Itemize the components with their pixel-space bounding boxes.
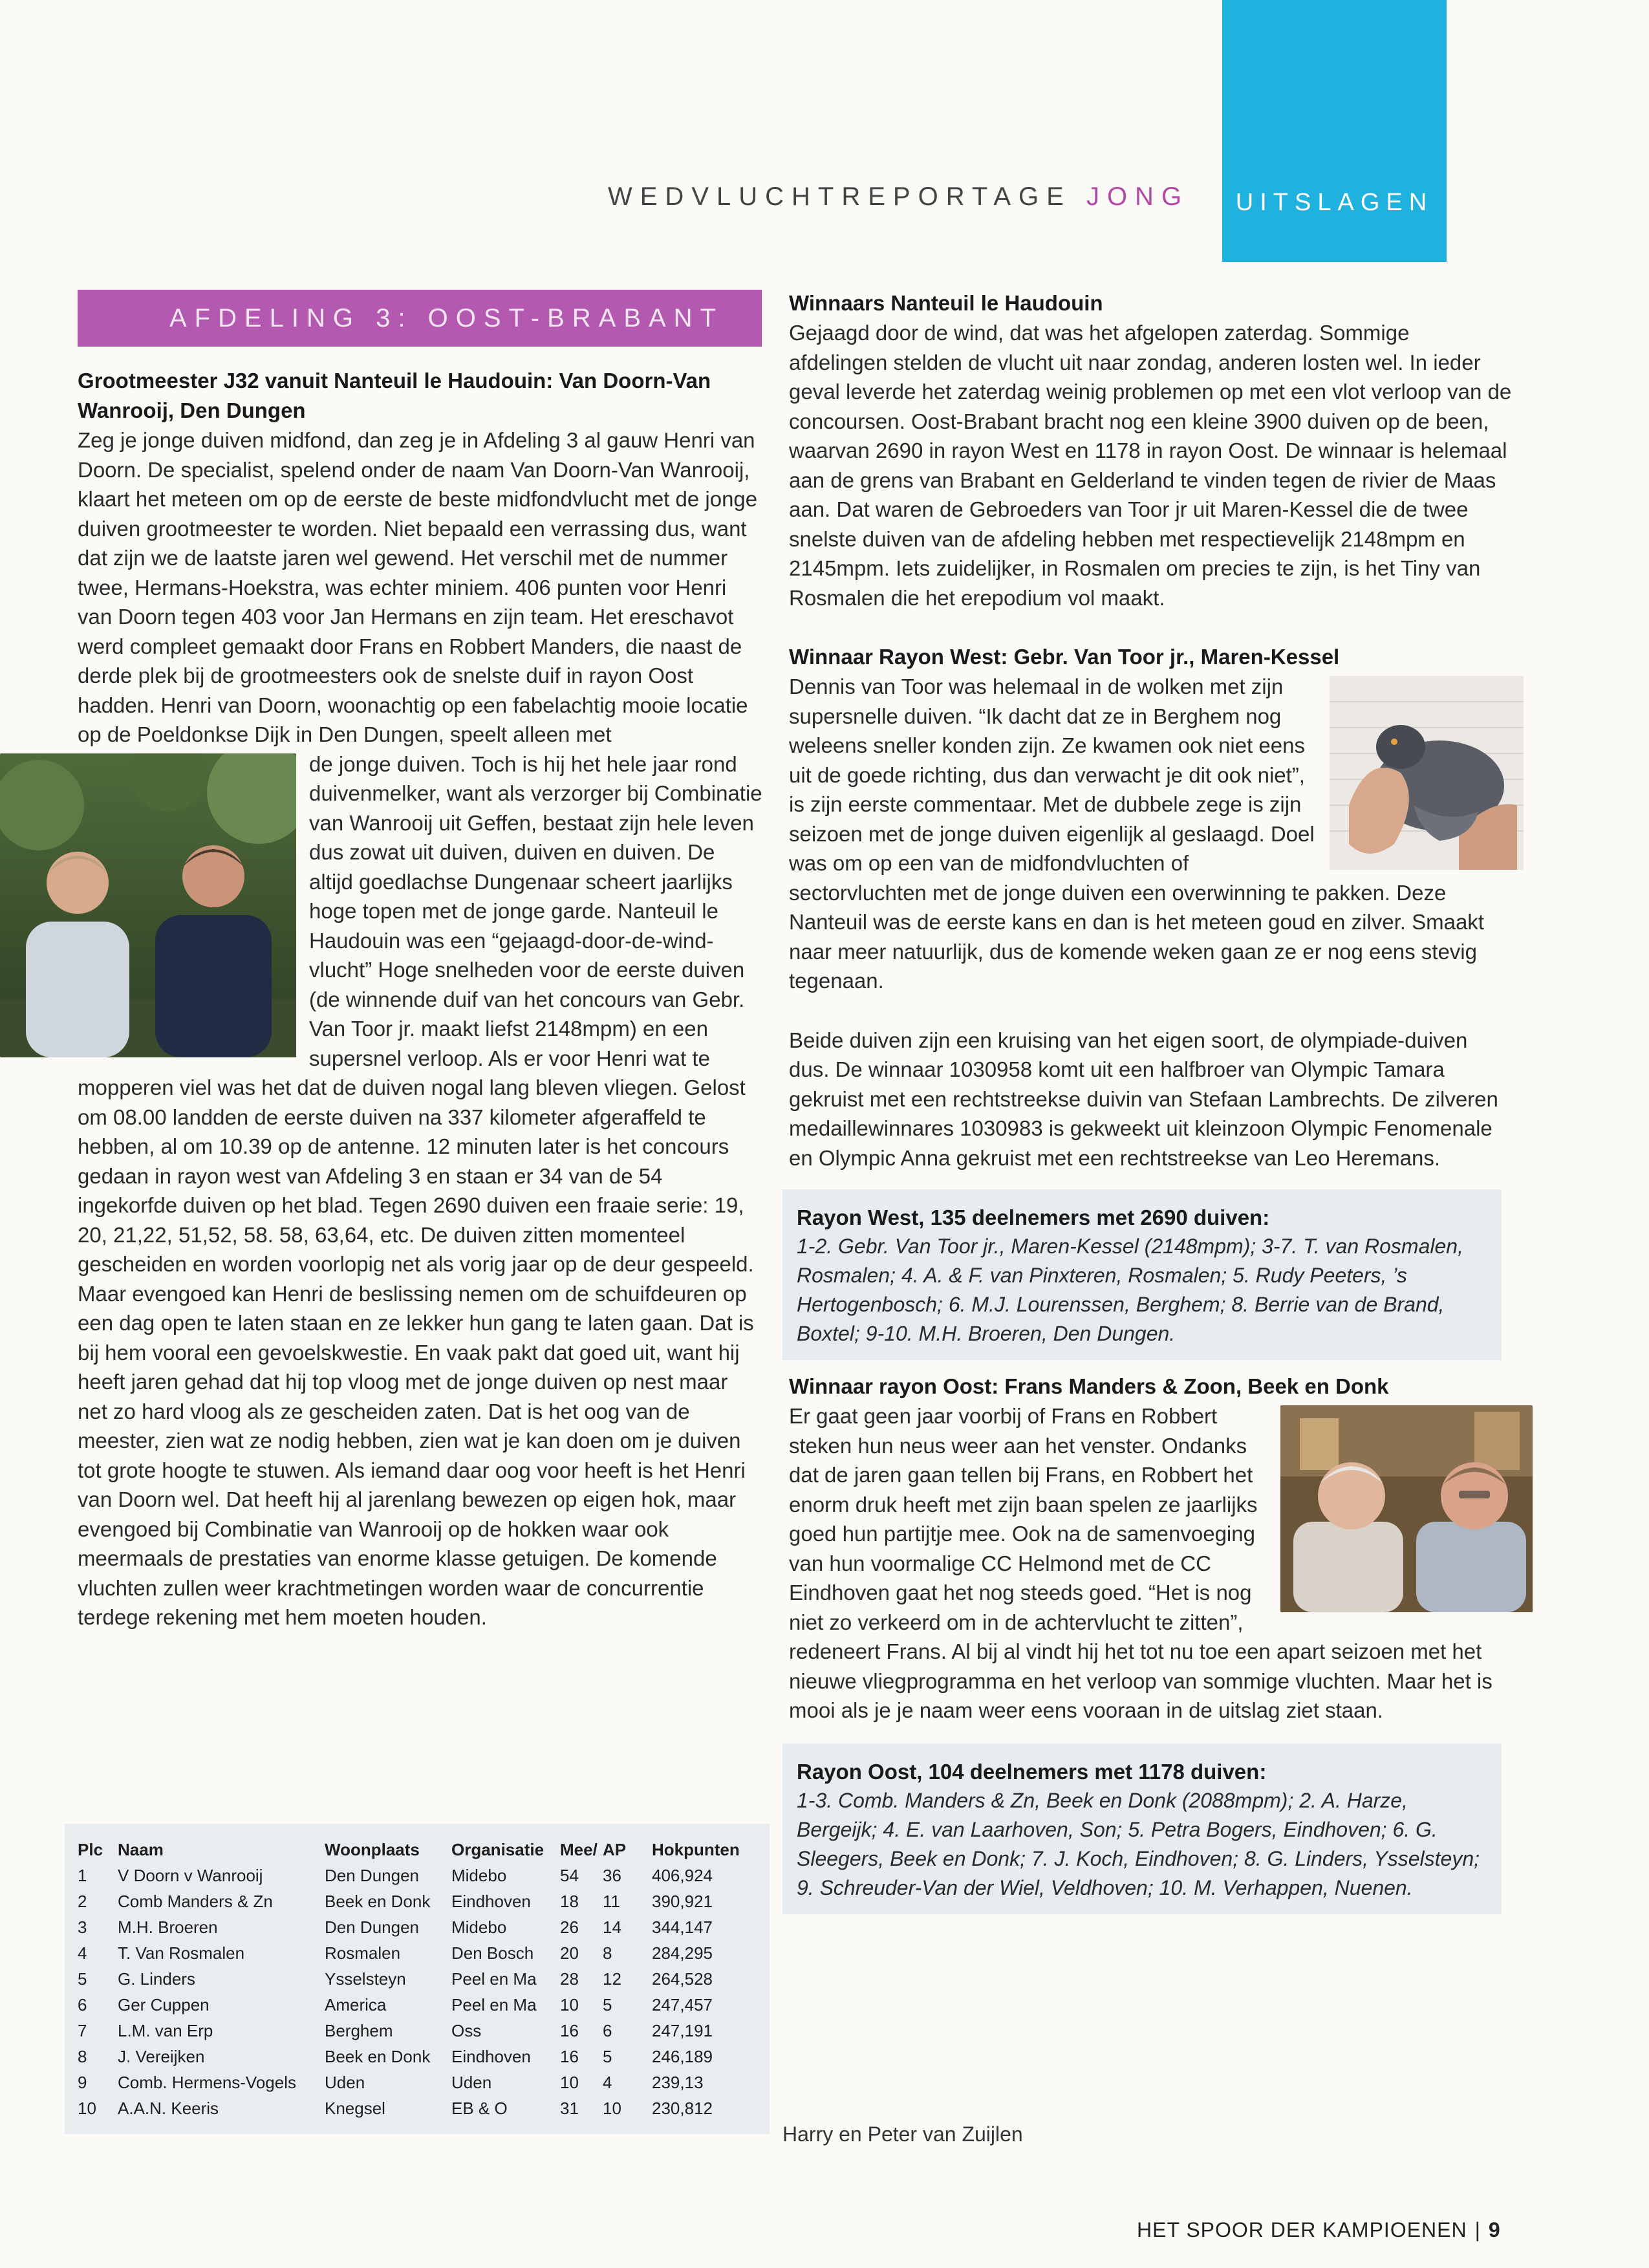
rayon-west-results: 1-2. Gebr. Van Toor jr., Maren-Kessel (2148mpm); 3-7. T. van Rosmalen, Rosmalen; 4. A. & F. van Pinxteren, Rosmalen; 5. Rudy Peeters, ’s Hertogenbosch; 6. M.J. Lourenssen, Berghem; 8. Berrie van de Brand, Boxtel; 9-10. M.H. Broeren, Den Dungen.	[797, 1235, 1463, 1345]
article-heading: Grootmeester J32 vanuit Nanteuil le Haudouin: Van Doorn-Van Wanrooij, Den Dungen	[78, 369, 711, 422]
cell-plc: 9	[78, 2072, 87, 2092]
cell-naam: T. Van Rosmalen	[118, 1943, 245, 1963]
section-header	[608, 182, 1190, 211]
cell-hokpunten: 246,189	[652, 2046, 713, 2066]
west-body: Dennis van Toor was helemaal in de wolken met zijn supersnelle duiven. “Ik dacht dat ze in Berghem nog weleens sneller konden zijn. Ze kwamen ook niet eens uit de goede richting, dus dan verwacht je dit ook niet”, is zijn eerste commentaar. Met de dubbele zege is zijn seizoen met de jonge duiven eigenlijk al geslaagd. Doel was om op een van de midfondvluchten of sectorvluchten met de jonge duiven een overwinning te pakken. Deze Nanteuil was de eerste kans en dan is het meteen goud en zilver. Smaakt naar meer natuurlijk, dus de komende weken gaan ze er nog eens stevig tegenaan.	[789, 675, 1484, 993]
cell-woonplaats: Den Dungen	[325, 1917, 419, 1937]
table-row	[78, 2069, 740, 2095]
cell-woonplaats: Den Dungen	[325, 1865, 419, 1885]
cell-plc: 2	[78, 1891, 87, 1911]
pigeon-in-hands-photo	[1330, 676, 1524, 870]
cell-naam: Ger Cuppen	[118, 1994, 210, 2014]
table-row	[78, 1914, 740, 1940]
cell-organisatie: Eindhoven	[451, 2046, 531, 2066]
photo-henri-van-doorn	[0, 753, 296, 1057]
banner-label: AFDELING 3: OOST-BRABANT	[169, 303, 724, 332]
cell-hokpunten: 230,812	[652, 2098, 713, 2118]
table-header-row	[78, 1837, 740, 1863]
cell-plc: 3	[78, 1917, 87, 1937]
cell-ap: 14	[603, 1917, 621, 1937]
cell-woonplaats: Ysselsteyn	[325, 1969, 406, 1989]
cell-organisatie: Peel en Ma	[451, 1969, 537, 1989]
table-row	[78, 2018, 740, 2044]
cell-mee: 26	[560, 1917, 579, 1937]
cell-hokpunten: 239,13	[652, 2072, 704, 2092]
cell-mee: 16	[560, 2020, 579, 2040]
rayon-west-box	[782, 1189, 1502, 1360]
cell-mee: 16	[560, 2046, 579, 2066]
table-body	[78, 1863, 740, 2121]
author-credit: Harry en Peter van Zuijlen	[782, 2122, 1023, 2146]
col-hokpunten: Hokpunten	[652, 1839, 740, 1859]
table-row	[78, 1863, 740, 1888]
cell-hokpunten: 344,147	[652, 1917, 713, 1937]
two-men-photo	[0, 753, 296, 1057]
cell-ap: 12	[603, 1969, 621, 1989]
cell-plc: 7	[78, 2020, 87, 2040]
cell-ap: 36	[603, 1865, 621, 1885]
cell-organisatie: Uden	[451, 2072, 492, 2092]
table-row	[78, 1940, 740, 1966]
rayon-oost-box	[782, 1744, 1502, 1914]
cell-mee: 28	[560, 1969, 579, 1989]
col-naam: Naam	[118, 1839, 164, 1859]
cell-woonplaats: Knegsel	[325, 2098, 385, 2118]
cell-naam: L.M. van Erp	[118, 2020, 213, 2040]
header-title: WEDVLUCHTREPORTAGE	[608, 182, 1072, 211]
cell-organisatie: Oss	[451, 2020, 482, 2040]
table-row	[78, 2095, 740, 2121]
winners-heading: Winnaars Nanteuil le Haudouin	[789, 291, 1103, 315]
cell-naam: J. Vereijken	[118, 2046, 205, 2066]
rayon-oost-title: Rayon Oost, 104 deelnemers met 1178 duiven:	[797, 1759, 1267, 1784]
cell-organisatie: Midebo	[451, 1865, 507, 1885]
cell-plc: 6	[78, 1994, 87, 2014]
section-banner	[78, 290, 762, 347]
cell-naam: V Doorn v Wanrooij	[118, 1865, 263, 1885]
cell-naam: G. Linders	[118, 1969, 195, 1989]
cell-organisatie: Midebo	[451, 1917, 507, 1937]
cell-mee: 31	[560, 2098, 579, 2118]
cell-ap: 8	[603, 1943, 612, 1963]
page-footer	[1137, 2218, 1501, 2242]
results-table-box	[65, 1824, 770, 2134]
cell-plc: 8	[78, 2046, 87, 2066]
left-article	[78, 366, 763, 1632]
cell-plc: 1	[78, 1865, 87, 1885]
table-row	[78, 1888, 740, 1914]
col-ap: AP	[603, 1839, 627, 1859]
footer-separator: |	[1474, 2218, 1481, 2241]
cell-organisatie: Eindhoven	[451, 1891, 531, 1911]
col-mee: Mee/	[560, 1839, 598, 1859]
cell-woonplaats: Beek en Donk	[325, 2046, 431, 2066]
oost-heading: Winnaar rayon Oost: Frans Manders & Zoon, Beek en Donk	[789, 1374, 1389, 1398]
article-body-intro: Zeg je jonge duiven midfond, dan zeg je in Afdeling 3 al gauw Henri van Doorn. De specialist, spelend onder de naam Van Doorn-Van Wanrooij, klaart het meteen om op de eerste de beste midfondvlucht met de jonge duiven grootmeester te worden. Niet bepaald een verrassing dus, want dat zijn we de laatste jaren wel gewend. Het verschil met de nummer twee, Hermans-Hoekstra, was echter miniem. 406 punten voor Henri van Doorn tegen 403 voor Jan Hermans en zijn team. Het ereschavot werd compleet gemaakt door Frans en Robbert Manders, die naast de derde plek bij de grootmeesters ook de snelste duif in rayon Oost hadden. Henri van Doorn, woonachtig op een fabelachtig mooie locatie op de Poeldonkse Dijk in Den Dungen, speelt alleen met	[78, 428, 758, 746]
cell-woonplaats: Uden	[325, 2072, 365, 2092]
two-men-manders-photo	[1280, 1405, 1533, 1612]
cell-woonplaats: America	[325, 1994, 387, 2014]
cell-woonplaats: Beek en Donk	[325, 1891, 431, 1911]
cell-mee: 18	[560, 1891, 579, 1911]
magazine-name: HET SPOOR DER KAMPIOENEN	[1137, 2218, 1467, 2241]
header-title-accent: JONG	[1086, 182, 1190, 211]
oost-body: Er gaat geen jaar voorbij of Frans en Robbert steken hun neus weer aan het venster. Ondanks dat de jaren gaan tellen bij Frans, en Robbert het enorm druk heeft met zijn baan spelen ze jaarlijks goed hun partijtje mee. Ook na de samenvoeging van hun voormalige CC Helmond met de CC Eindhoven gaat het nog steeds goed. “Het is nog niet zo verkeerd om in de achtervlucht te zitten”, redeneert Frans. Al bij al vindt hij het tot nu toe een apart seizoen met het nieuwe vliegprogramma en het verloop van sommige vluchten. Maar het is mooi als je je naam weer eens vooraan in de uitslag ziet staan.	[789, 1404, 1493, 1722]
cell-hokpunten: 264,528	[652, 1969, 713, 1989]
cell-organisatie: Peel en Ma	[451, 1994, 537, 2014]
cell-woonplaats: Rosmalen	[325, 1943, 401, 1963]
photo-manders	[1280, 1405, 1533, 1612]
rayon-oost-results: 1-3. Comb. Manders & Zn, Beek en Donk (2088mpm); 2. A. Harze, Bergeijk; 4. E. van Laarhoven, Son; 5. Petra Bogers, Eindhoven; 6. G. Sleegers, Beek en Donk; 7. J. Koch, Eindhoven; 8. G. Linders, Ysselsteyn; 9. Schreuder-Van der Wiel, Veldhoven; 10. M. Verhappen, Nuenen.	[797, 1788, 1480, 1899]
cell-plc: 5	[78, 1969, 87, 1989]
cell-ap: 11	[603, 1891, 620, 1911]
cell-mee: 10	[560, 1994, 579, 2014]
page-number: 9	[1488, 2218, 1501, 2241]
col-woonplaats: Woonplaats	[325, 1839, 420, 1859]
west-body-pedigree: Beide duiven zijn een kruising van het eigen soort, de olympiade-duiven dus. De winnaar 1030958 komt uit een halfbroer van Olympic Tamara gekruist met een rechtstreekse duivin van Stefaan Lambrechts. De zilveren medaillewinnares 1030983 is gekweekt uit kleinzoon Olympic Fenomenale en Olympic Anna gekruist met een rechtstreekse van Leo Heremans.	[789, 1028, 1498, 1170]
cell-ap: 5	[603, 2046, 612, 2066]
cell-ap: 4	[603, 2072, 612, 2092]
cell-plc: 4	[78, 1943, 87, 1963]
results-table	[78, 1837, 740, 2121]
west-heading: Winnaar Rayon West: Gebr. Van Toor jr., Maren-Kessel	[789, 645, 1340, 669]
photo-pigeon	[1330, 676, 1524, 870]
table-row	[78, 1992, 740, 2018]
cell-organisatie: Den Bosch	[451, 1943, 534, 1963]
winners-body: Gejaagd door de wind, dat was het afgelopen zaterdag. Sommige afdelingen stelden de vlucht uit naar zondag, anderen losten wel. In ieder geval leverde het zaterdag weinig problemen op met een vlot verloop van de concoursen. Oost-Brabant bracht nog een kleine 3900 duiven op de been, waarvan 2690 in rayon West en 1178 in rayon Oost. De winnaar is helemaal aan de grens van Brabant en Gelderland te vinden tegen de rivier de Maas aan. Dat waren de Gebroeders van Toor jr uit Maren-Kessel die de twee snelste duiven van de afdeling hebben met respectievelijk 2148mpm en 2145mpm. Iets zuidelijker, in Rosmalen om precies te zijn, is het Tiny van Rosmalen die het erepodium vol maakt.	[789, 321, 1512, 610]
cell-mee: 54	[560, 1865, 579, 1885]
cell-naam: M.H. Broeren	[118, 1917, 218, 1937]
col-organisatie: Organisatie	[451, 1839, 544, 1859]
tab-label: UITSLAGEN	[1235, 189, 1434, 216]
cell-ap: 5	[603, 1994, 612, 2014]
cell-hokpunten: 247,457	[652, 1994, 713, 2014]
cell-naam: Comb Manders & Zn	[118, 1891, 273, 1911]
article-body-main: de jonge duiven. Toch is hij het hele jaar rond duivenmelker, want als verzorger bij Combinatie van Wanrooij uit Geffen, bestaat zijn hele leven dus zowat uit duiven, duiven en duiven. De altijd goedlachse Dungenaar scheert jaarlijks hoge topen met de jonge garde. Nanteuil le Haudouin was een “gejaagd-door-de-wind-vlucht” Hoge snelheden voor de eerste duiven (de winnende duif van het concours van Gebr. Van Toor jr. maakt liefst 2148mpm) en een supersnel verloop. Als er voor Henri wat te mopperen viel was het dat de duiven nogal lang bleven vliegen. Gelost om 08.00 landden de eerste duiven na 337 kilometer afgeraffeld te hebben, al om 10.39 op de antenne. 12 minuten later is het concours gedaan in rayon west van Afdeling 3 en staan er 34 van de 54 ingekorfde duiven op het blad. Tegen 2690 duiven een fraaie serie: 19, 20, 21,22, 51,52, 58. 58, 63,64, etc. De duiven zitten momenteel gescheiden en worden voorlopig net als vorig jaar op de deur gespeeld. Maar evengoed kan Henri de beslissing nemen om de schuifdeuren op een dag open te laten staan en ze lekker hun gang te laten gaan. Dat is bij hem vooral een gevoelskwestie. En vaak pakt dat goed uit, want hij heeft jaren gehad dat hij top vloog met de jonge duiven op nest maar net zo hard vloog als ze gescheiden zaten. Dat is het oog van de meester, zien wat ze nodig hebben, zien wat je kan doen om je duiven tot grote hoogte te stuwen. Als iemand daar oog voor heeft is het Henri van Doorn wel. Dat heeft hij al jarenlang bewezen op eigen hok, maar evengoed bij Combinatie van Wanrooij op de hokken waar ook meermaals de prestaties van enorme klasse getuigen. De komende vluchten zullen weer krachtmetingen worden waar de concurrentie terdege rekening met hem moeten houden.	[78, 751, 762, 1629]
cell-hokpunten: 406,924	[652, 1865, 713, 1885]
cell-plc: 10	[78, 2098, 96, 2118]
col-plc: Plc	[78, 1839, 103, 1859]
rayon-west-title: Rayon West, 135 deelnemers met 2690 duiven:	[797, 1205, 1270, 1229]
cell-mee: 20	[560, 1943, 579, 1963]
cell-ap: 6	[603, 2020, 612, 2040]
cell-hokpunten: 390,921	[652, 1891, 713, 1911]
cell-hokpunten: 247,191	[652, 2020, 713, 2040]
cell-ap: 10	[603, 2098, 621, 2118]
cell-naam: A.A.N. Keeris	[118, 2098, 219, 2118]
uitslagen-tab	[1222, 0, 1447, 262]
cell-organisatie: EB & O	[451, 2098, 508, 2118]
cell-mee: 10	[560, 2072, 579, 2092]
cell-naam: Comb. Hermens-Vogels	[118, 2072, 296, 2092]
table-row	[78, 1966, 740, 1992]
right-article	[789, 288, 1513, 1914]
table-row	[78, 2044, 740, 2069]
cell-hokpunten: 284,295	[652, 1943, 713, 1963]
cell-woonplaats: Berghem	[325, 2020, 393, 2040]
